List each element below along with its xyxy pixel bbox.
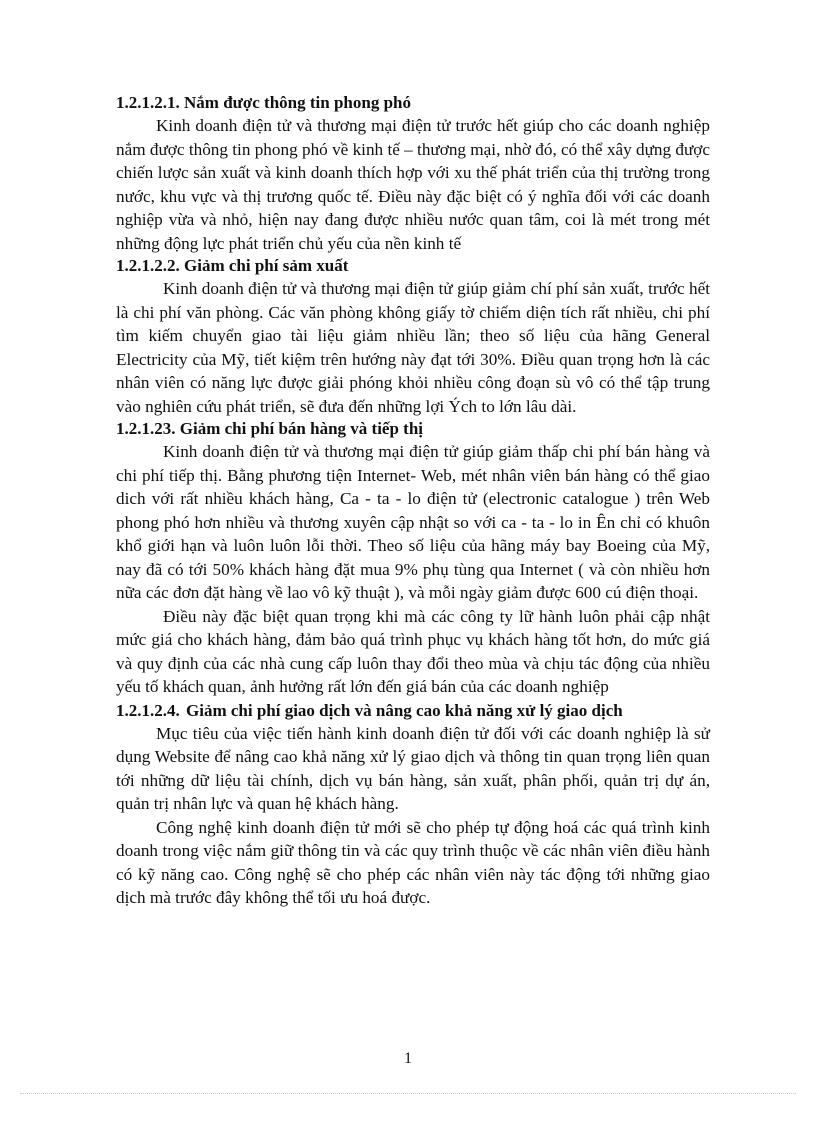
section-heading-4 — [116, 699, 710, 722]
paragraph: Kinh doanh điện tử và thương mại điện tử trước hết giúp cho các doanh nghiệp nắm được thông tin phong phó về kinh tế – thương mại, nhờ đó, có thể xây dựng được chiến lược sản xuất và kinh doanh thích hợp với xu thế phát triển của thị trường trong nước, khu vực và thị trương quốc tế. Điều này đặc biệt có ý nghĩa đối với các doanh nghiệp vừa và nhỏ, hiện nay đang được nhiều nước quan tâm, coi là mét trong mét những động lực phát triển chủ yếu của nền kinh tế — [116, 116, 710, 253]
page-number: 1 — [404, 1050, 412, 1067]
footer-divider — [20, 1093, 796, 1094]
document-page — [116, 92, 710, 910]
paragraph: Mục tiêu của việc tiến hành kinh doanh điện tử đối với các doanh nghiệp là sử dụng Website để nâng cao khả năng xử lý giao dịch và thông tin quan trọng liên quan tới những dữ liệu tài chính, dịch vụ bán hàng, sản xuất, phân phối, quản trị dự án, quản trị nhân lực và quan hệ khách hàng. — [116, 723, 710, 813]
paragraph: Công nghệ kinh doanh điện tử mới sẽ cho phép tự động hoá các quá trình kinh doanh trong việc nắm giữ thông tin và các quy trình thuộc về các nhân viên điều hành có kỹ năng cao. Công nghệ sẽ cho phép các nhân viên này tác động tới những giao dịch mà trước đây không thể tối ưu hoá được. — [116, 817, 710, 907]
section-number: 1.2.1.2.4. — [116, 700, 180, 720]
section-heading-2: 1.2.1.2.2. Giảm chi phí sảm xuất — [116, 256, 349, 275]
paragraph: Điều này đặc biệt quan trọng khi mà các công ty lữ hành luôn phải cập nhật mức giá cho khách hàng, đảm bảo quá trình phục vụ khách hàng tốt hơn, do mức giá và quy định của các nhà cung cấp luôn thay đổi theo mùa và chịu tác động của nhiều yếu tố khách quan, ảnh hưởng rất lớn đến giá bán của các doanh nghiệp — [116, 606, 710, 696]
section-heading-1: 1.2.1.2.1. Nắm được thông tin phong phó — [116, 93, 411, 112]
paragraph: Kinh doanh điện tử và thương mại điện tử giúp giảm thấp chi phí bán hàng và chi phí tiếp thị. Bằng phương tiện Internet- Web, mét nhân viên bán hàng có thể giao dich với rất nhiều khách hàng, Ca - ta - lo điện tử (electronic catalogue ) trên Web phong phó hơn nhiều và thương xuyên cập nhật so với ca - ta - lo in Ên chỉ có khuôn khổ giới hạn và luôn luôn lỗi thời. Theo số liệu của hãng máy bay Boeing của Mỹ, nay đã có tới 50% khách hàng đặt mua 9% phụ tùng qua Internet ( và còn nhiều hơn nữa các đơn đặt hàng về lao vô kỹ thuật ), và mỗi ngày giảm được 600 cú điện thoại. — [116, 442, 710, 602]
section-title: Giảm chi phí giao dịch và nâng cao khả năng xử lý giao dịch — [186, 700, 623, 720]
paragraph: Kinh doanh điện tử và thương mại điện tử giúp giảm chí phí sản xuất, trước hết là chi phí văn phòng. Các văn phòng không giấy tờ chiếm diện tích rất nhiều, chi phí tìm kiếm chuyển giao tài liệu giảm nhiều lần; theo số liệu của hãng General Electricity của Mỹ, tiết kiệm trên hướng này đạt tới 30%. Điều quan trọng hơn là các nhân viên có năng lực được giải phóng khỏi nhiều công đoạn sù vô có thể tập trung vào nghiên cứu phát triển, sẽ đưa đến những lợi Ých to lớn lâu dài. — [116, 279, 710, 416]
section-heading-3: 1.2.1.23. Giảm chi phí bán hàng và tiếp thị — [116, 419, 424, 438]
